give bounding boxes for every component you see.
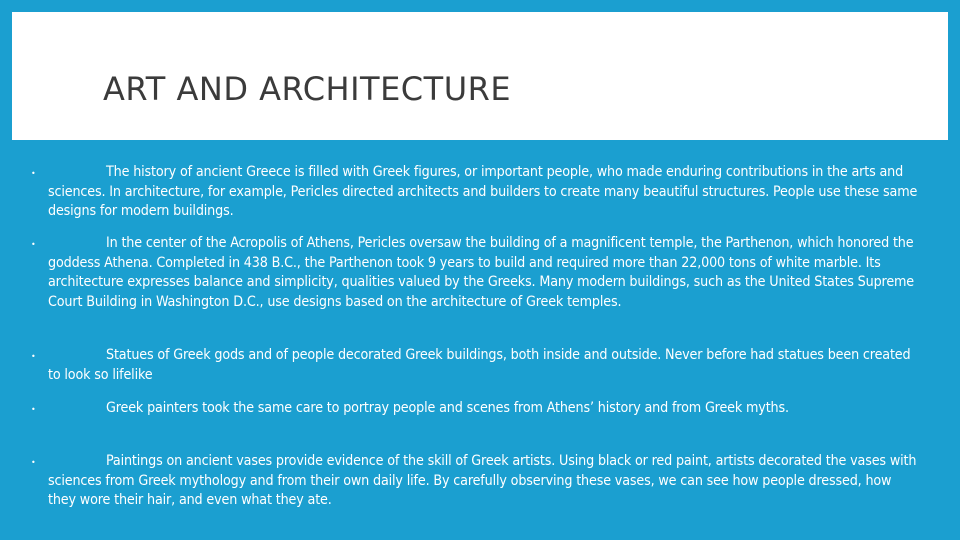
bullet-marker: • (31, 169, 36, 178)
slide-title: ART AND ARCHITECTURE (103, 70, 512, 108)
bullet-text: In the center of the Acropolis of Athens, Pericles oversaw the building of a magnificent temple, the Parthenon, which honored the goddess Athena. Completed in 438 B.C., the Parthenon took 9 years to build and required more than 22,000 tons of white marble. Its architecture expresses balance and simplicity, qualities valued by the Greeks. Many modern buildings, such as the United States Supreme Court Building in Washington D.C., use designs based on the architecture of Greek temples. (48, 235, 915, 310)
bullet-marker: • (31, 352, 36, 361)
bullet-marker: • (31, 405, 36, 414)
title-box (12, 12, 948, 140)
bullet-text: The history of ancient Greece is filled with Greek figures, or important people, who made enduring contributions in the arts and sciences. In architecture, for example, Pericles directed architects and builders to create many beautiful structures. People use these same designs for modern buildings. (48, 164, 918, 219)
bullet-text: Paintings on ancient vases provide evidence of the skill of Greek artists. Using black or red paint, artists decorated the vases with sciences from Greek mythology and from their own daily life. By carefully observing these vases, we can see how people dressed, how they wore their hair, and even what they ate. (48, 453, 917, 508)
bullet-text: Statues of Greek gods and of people decorated Greek buildings, both inside and outside. Never before had statues been created to look so lifelike (48, 347, 911, 383)
bullet-marker: • (31, 240, 36, 249)
bullet-text: Greek painters took the same care to portray people and scenes from Athens’ history and from Greek myths. (106, 400, 789, 416)
slide-body (0, 140, 960, 540)
bullet-marker: • (31, 458, 36, 467)
